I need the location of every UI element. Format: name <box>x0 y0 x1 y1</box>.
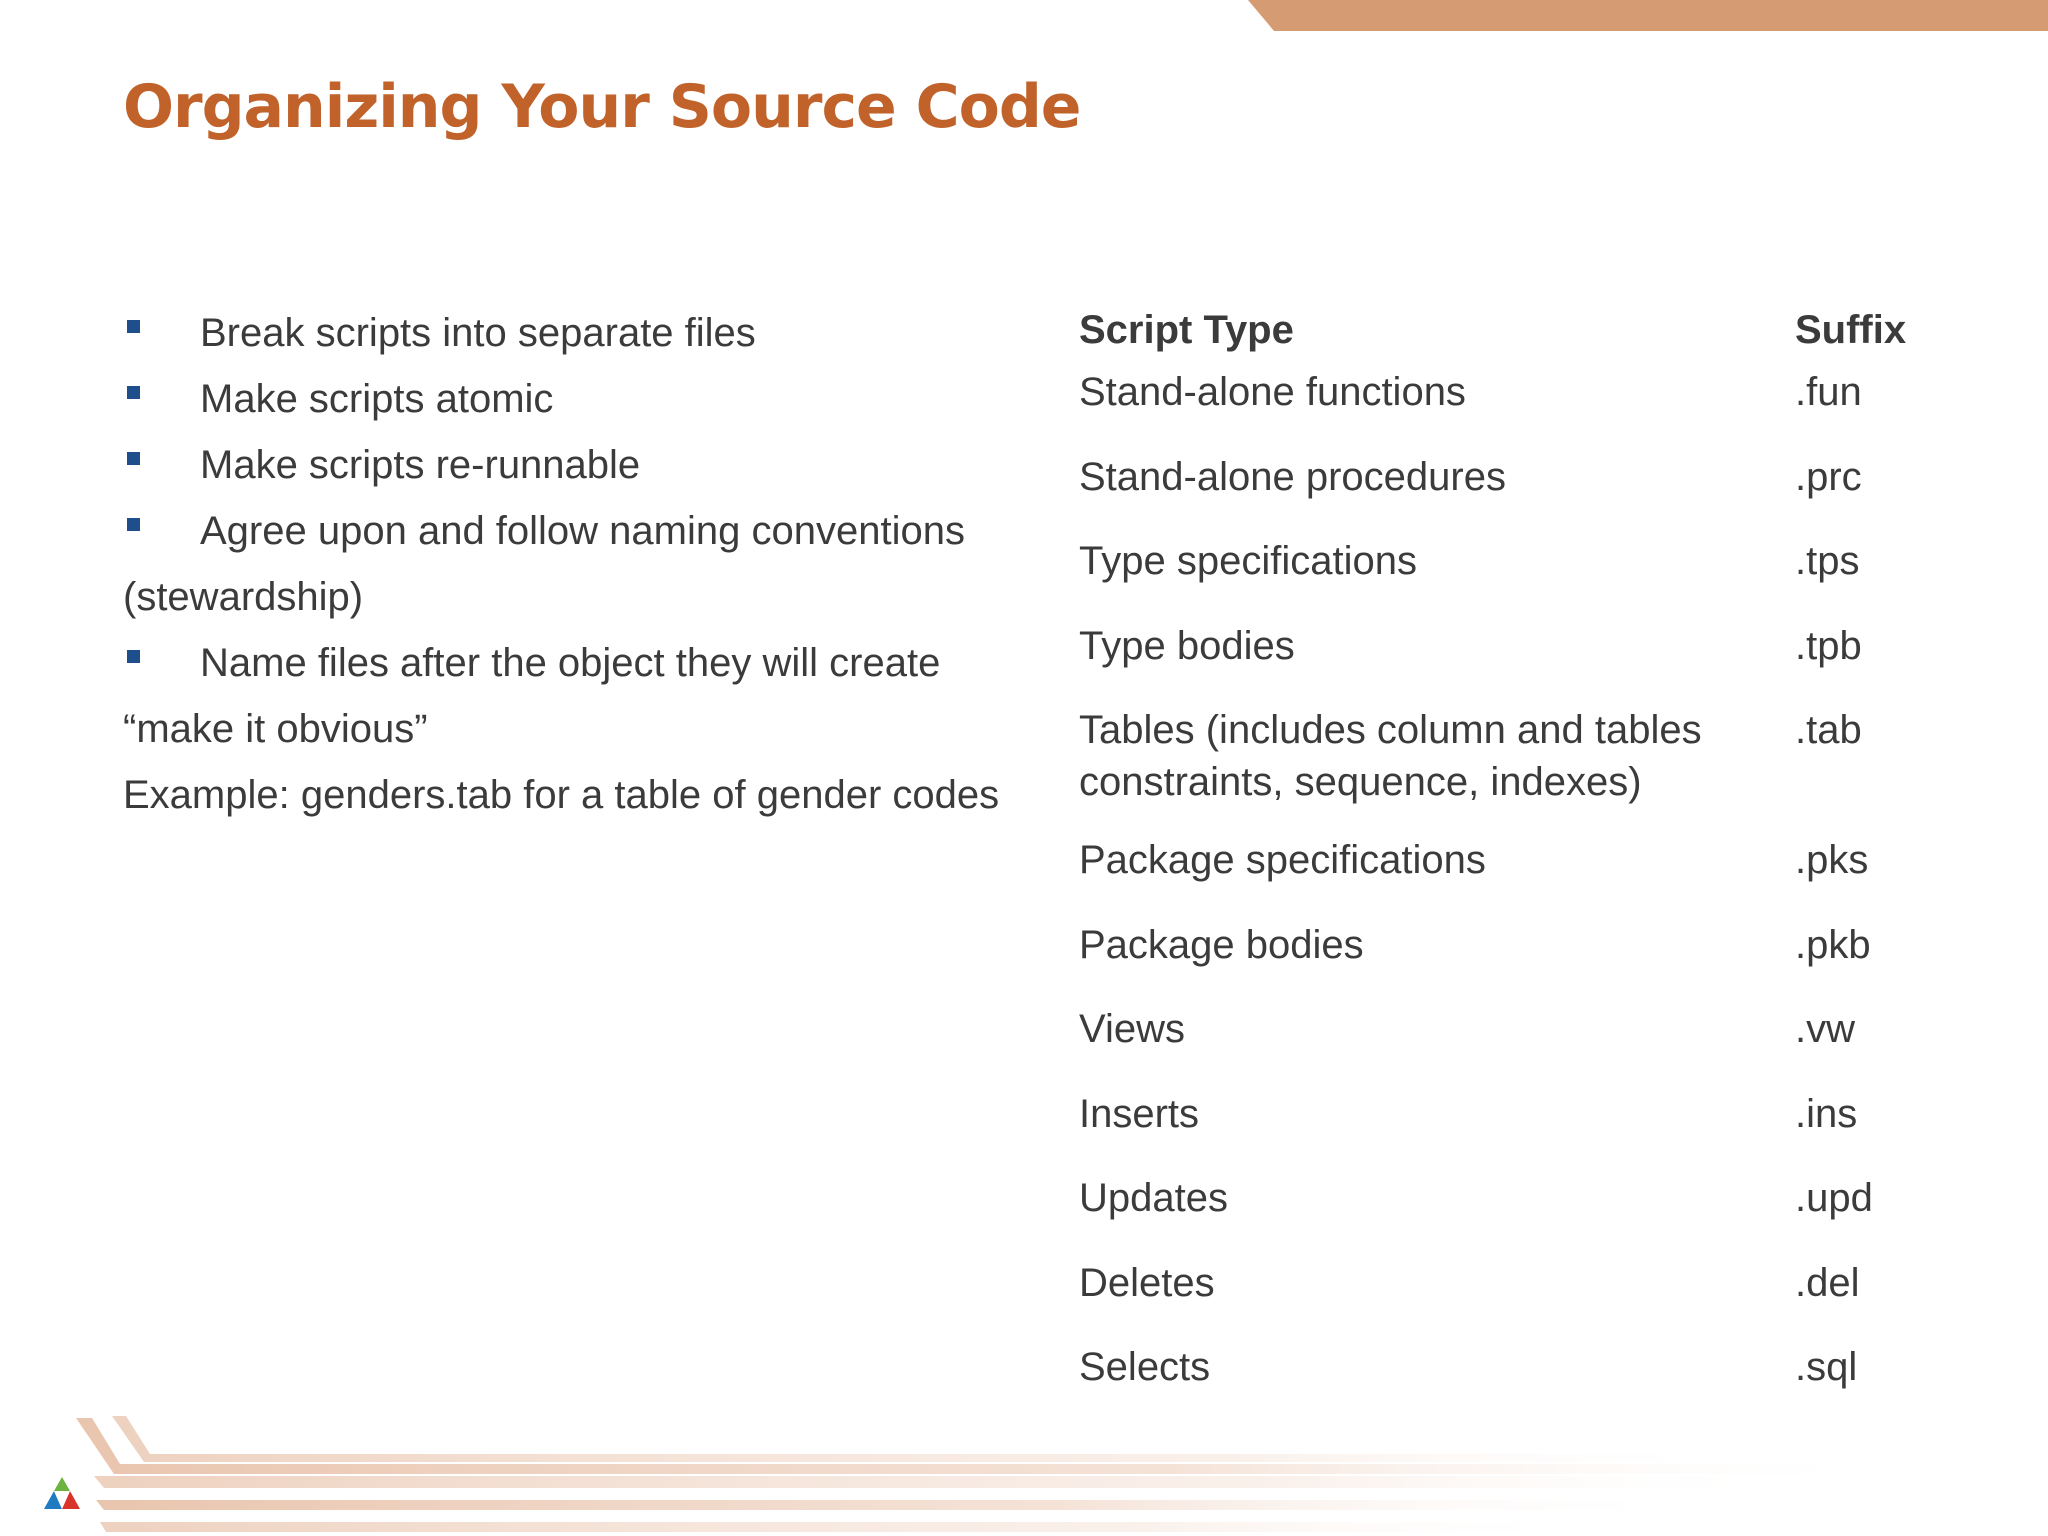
square-bullet-icon <box>127 452 140 465</box>
list-item-text: Agree upon and follow naming conventions <box>200 509 965 553</box>
list-item-text: Break scripts into separate files <box>200 311 756 355</box>
table-row <box>1079 1088 2019 1173</box>
table-row <box>1079 1341 2019 1426</box>
row-script-type: Type specifications <box>1079 539 1417 583</box>
table-row <box>1079 834 2019 919</box>
row-suffix: .pkb <box>1795 922 1871 967</box>
row-suffix: .tab <box>1795 708 1862 752</box>
table-row <box>1079 1257 2019 1342</box>
row-suffix: .pks <box>1795 838 1869 882</box>
square-bullet-icon <box>127 518 140 531</box>
table-header-row <box>1079 300 2019 366</box>
tricolor-triangle-logo-icon <box>40 1475 84 1515</box>
list-item <box>123 498 1043 564</box>
row-script-type: Tables (includes column and tables constraints, sequence, indexes) <box>1079 708 1702 804</box>
row-script-type: Package bodies <box>1079 922 1364 967</box>
list-item-text: Make scripts atomic <box>200 377 554 421</box>
row-script-type: Updates <box>1079 1176 1228 1220</box>
header-suffix: Suffix <box>1795 308 1907 352</box>
table-row <box>1079 535 2019 620</box>
slide-title: Organizing Your Source Code <box>123 72 1081 142</box>
list-item <box>123 300 1043 366</box>
bottom-swoosh-decoration <box>0 1416 2048 1536</box>
row-suffix: .ins <box>1795 1091 1858 1136</box>
header-script-type: Script Type <box>1079 308 1294 352</box>
row-script-type: Stand-alone procedures <box>1079 454 1506 499</box>
row-script-type: Stand-alone functions <box>1079 370 1466 414</box>
top-decorative-band <box>1248 0 2048 31</box>
row-script-type: Inserts <box>1079 1091 1200 1136</box>
square-bullet-icon <box>127 650 140 663</box>
list-item <box>123 432 1043 498</box>
row-suffix: .vw <box>1795 1007 1855 1051</box>
table-row <box>1079 620 2019 705</box>
list-continuation-text: “make it obvious” <box>123 707 428 751</box>
row-suffix: .prc <box>1795 454 1862 499</box>
list-continuation-text: (stewardship) <box>123 575 364 619</box>
list-item-text: Name files after the object they will create <box>200 641 941 685</box>
row-script-type: Deletes <box>1079 1260 1215 1305</box>
row-script-type: Selects <box>1079 1345 1211 1389</box>
row-suffix: .fun <box>1795 370 1862 414</box>
example-text: Example: genders.tab for a table of gender codes <box>123 773 1000 817</box>
table-row <box>1079 451 2019 536</box>
square-bullet-icon <box>127 320 140 333</box>
square-bullet-icon <box>127 386 140 399</box>
row-script-type: Views <box>1079 1007 1185 1051</box>
row-suffix: .tpb <box>1795 623 1862 668</box>
table-row <box>1079 704 2019 834</box>
row-suffix: .upd <box>1795 1176 1873 1220</box>
list-item-text: Make scripts re-runnable <box>200 443 641 487</box>
table-row <box>1079 366 2019 451</box>
row-script-type: Package specifications <box>1079 838 1486 882</box>
row-suffix: .del <box>1795 1260 1860 1305</box>
row-script-type: Type bodies <box>1079 623 1295 668</box>
row-suffix: .sql <box>1795 1345 1858 1389</box>
table-row <box>1079 1003 2019 1088</box>
bullet-list <box>123 300 1043 828</box>
row-suffix: .tps <box>1795 539 1860 583</box>
list-item <box>123 366 1043 432</box>
list-item <box>123 630 1043 696</box>
script-suffix-table <box>1079 300 2019 1426</box>
table-row <box>1079 919 2019 1004</box>
table-row <box>1079 1172 2019 1257</box>
